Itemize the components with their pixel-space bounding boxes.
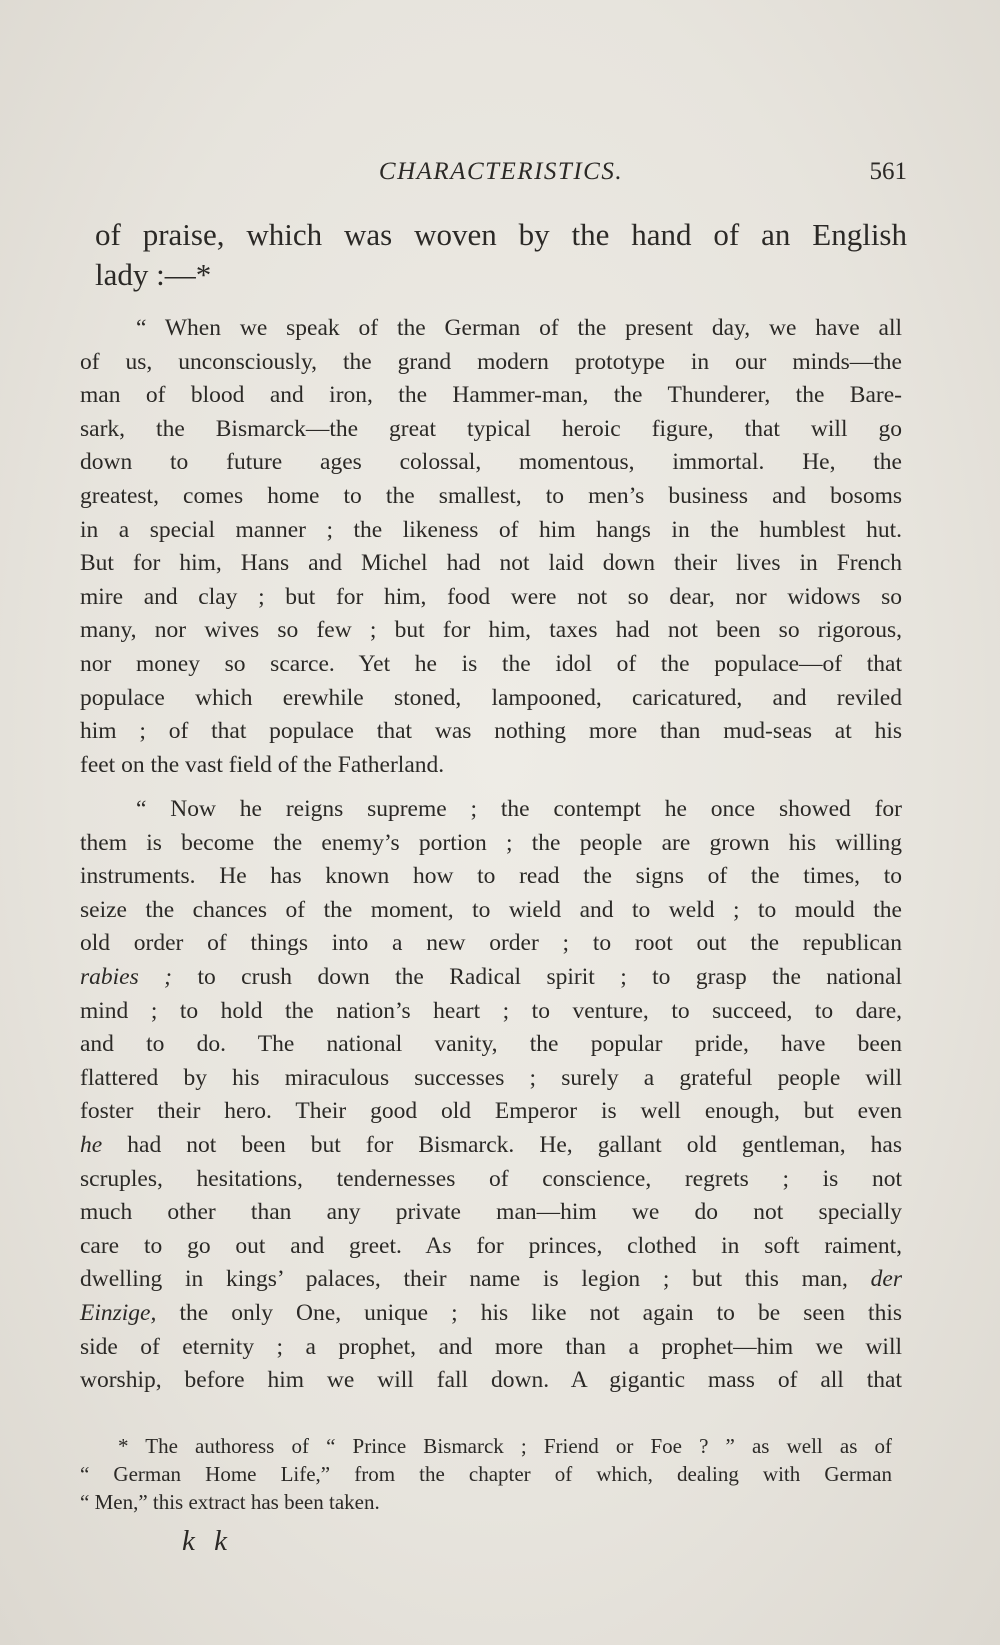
text-line: and to do. The national vanity, the popular pride, have been [80,1031,902,1058]
text-line: flattered by his miraculous successes ; surely a grateful people will [80,1064,902,1091]
text-line: sark, the Bismarck—the great typical heroic figure, that will go [80,415,902,442]
page-number: 561 [869,158,907,185]
text-line: care to go out and greet. As for princes, clothed in soft raiment, [80,1232,902,1259]
text-line: mind ; to hold the nation’s heart ; to venture, to succeed, to dare, [80,997,902,1024]
text-line: greatest, comes home to the smallest, to men’s business and bosoms [80,482,902,509]
lead-paragraph [95,215,907,295]
footnote-line: “ German Home Life,” from the chapter of which, dealing with German [80,1462,892,1486]
text-line: scruples, hesitations, tendernesses of conscience, regrets ; is not [80,1165,902,1192]
text-line: mire and clay ; but for him, food were not so dear, nor widows so [80,583,902,610]
text-line: lady :—* [95,257,212,292]
text-line: them is become the enemy’s portion ; the people are grown his willing [80,829,902,856]
text-line: of praise, which was woven by the hand of an English [95,217,907,252]
italic-text: he [80,1131,103,1158]
footnote-line: “ Men,” this extract has been taken. [80,1490,380,1514]
text-line: he had not been but for Bismarck. He, gallant old gentleman, has [80,1131,902,1158]
text-line: foster their hero. Their good old Emperor is well enough, but even [80,1098,902,1125]
text-line: in a special manner ; the likeness of him hangs in the humblest hut. [80,516,902,543]
signature-mark: k k [182,1525,233,1557]
quote-paragraph-1 [80,312,902,782]
text-line: “ When we speak of the German of the present day, we have all [136,315,902,341]
text-line: worship, before him we will fall down. A gigantic mass of all that [80,1367,902,1394]
running-title: CHARACTERISTICS. [378,158,624,185]
text-line: side of eternity ; a prophet, and more than a prophet—him we will [80,1333,902,1360]
text-line: much other than any private man—him we do not specially [80,1199,902,1226]
text-line: “ Now he reigns supreme ; the contempt he once showed for [136,796,902,822]
footnote [80,1432,892,1516]
text-line: of us, unconsciously, the grand modern prototype in our minds—the [80,348,902,375]
italic-text: der [870,1266,902,1293]
text-line: old order of things into a new order ; to root out the republican [80,930,902,957]
running-head [95,158,907,190]
text-line: many, nor wives so few ; but for him, taxes had not been so rigorous, [80,617,902,644]
text-line: man of blood and iron, the Hammer-man, the Thunderer, the Bare- [80,382,902,409]
text-line: down to future ages colossal, momentous, immortal. He, the [80,449,902,476]
text-line: instruments. He has known how to read the signs of the times, to [80,863,902,890]
quote-paragraph-2 [80,793,902,1398]
text-line: Einzige, the only One, unique ; his like not again to be seen this [80,1299,902,1326]
text-line: seize the chances of the moment, to wield and to weld ; to mould the [80,896,902,923]
text-line: populace which erewhile stoned, lampooned, caricatured, and reviled [80,684,902,711]
text-line: feet on the vast field of the Fatherland. [80,751,445,778]
text-line: rabies ; to crush down the Radical spirit ; to grasp the national [80,963,903,990]
footnote-line: * The authoress of “ Prince Bismarck ; Friend or Foe ? ” as well as of [118,1434,892,1458]
text-line: nor money so scarce. Yet he is the idol of the populace—of that [80,650,902,677]
text-line: But for him, Hans and Michel had not laid down their lives in French [80,550,902,577]
text-line: him ; of that populace that was nothing more than mud-seas at his [80,718,902,745]
italic-text: Einzige, [80,1299,157,1326]
text-line: dwelling in kings’ palaces, their name is legion ; but this man, der [80,1266,902,1293]
italic-text: rabies ; [80,963,173,990]
